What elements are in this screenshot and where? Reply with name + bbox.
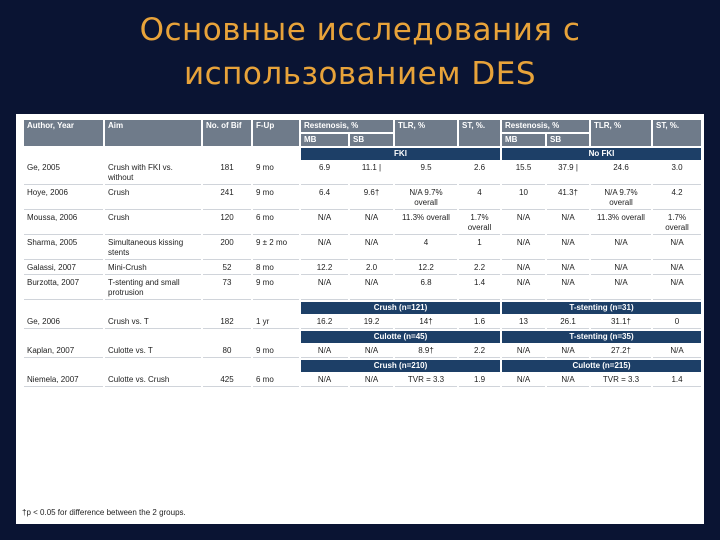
cell-tlr-no-fki: N/A xyxy=(591,262,651,275)
col-header-author: Author, Year xyxy=(24,120,103,146)
cell-st-no-fki: N/A xyxy=(653,262,701,275)
cell-mb-fki: N/A xyxy=(301,237,348,260)
cell-author: Kaplan, 2007 xyxy=(24,345,103,358)
cell-sb-fki: N/A xyxy=(350,212,393,235)
cell-mb-no-fki: N/A xyxy=(502,345,545,358)
col-header-f-up: F-Up xyxy=(253,120,299,146)
band-tstenting-31: T-stenting (n=31) xyxy=(502,302,701,314)
band-row xyxy=(24,148,701,160)
band-culotte-45: Culotte (n=45) xyxy=(301,331,500,343)
col-header-restenosis-fki: Restenosis, % xyxy=(301,120,393,132)
study-table-panel xyxy=(16,114,704,524)
band-culotte-215: Culotte (n=215) xyxy=(502,360,701,372)
col-header-st-no-fki: ST, %. xyxy=(653,120,701,146)
cell-mb-fki: 6.4 xyxy=(301,187,348,210)
cell-st-fki: 1.4 xyxy=(459,277,500,300)
col-header-sb-no-fki: SB xyxy=(547,134,589,146)
band-no-fki: No FKI xyxy=(502,148,701,160)
cell-st-no-fki: N/A xyxy=(653,277,701,300)
table-row xyxy=(24,162,701,185)
cell-sb-fki: N/A xyxy=(350,277,393,300)
cell-st-fki: 1.7% overall xyxy=(459,212,500,235)
cell-st-fki: 2.2 xyxy=(459,262,500,275)
cell-mb-fki: N/A xyxy=(301,277,348,300)
band-spacer xyxy=(24,331,299,343)
cell-tlr-no-fki: N/A xyxy=(591,277,651,300)
cell-aim: Culotte vs. T xyxy=(105,345,201,358)
cell-sb-fki: 9.6† xyxy=(350,187,393,210)
cell-sb-no-fki: 37.9 | xyxy=(547,162,589,185)
cell-bif: 425 xyxy=(203,374,251,387)
cell-author: Sharma, 2005 xyxy=(24,237,103,260)
cell-aim: Simultaneous kissing stents xyxy=(105,237,201,260)
cell-fup: 1 yr xyxy=(253,316,299,329)
cell-mb-no-fki: N/A xyxy=(502,277,545,300)
cell-fup: 6 mo xyxy=(253,212,299,235)
cell-st-no-fki: 4.2 xyxy=(653,187,701,210)
cell-aim: Crush vs. T xyxy=(105,316,201,329)
slide-title-line-1: Основные исследования с xyxy=(139,12,581,48)
cell-sb-no-fki: 26.1 xyxy=(547,316,589,329)
cell-mb-no-fki: N/A xyxy=(502,374,545,387)
table-row xyxy=(24,187,701,210)
cell-sb-fki: N/A xyxy=(350,237,393,260)
cell-aim: Crush xyxy=(105,212,201,235)
cell-author: Ge, 2005 xyxy=(24,162,103,185)
band-crush-121: Crush (n=121) xyxy=(301,302,500,314)
table-row xyxy=(24,374,701,387)
table-row xyxy=(24,262,701,275)
cell-tlr-no-fki: N/A xyxy=(591,237,651,260)
table-footnote: †p < 0.05 for difference between the 2 groups. xyxy=(22,508,186,517)
cell-author: Burzotta, 2007 xyxy=(24,277,103,300)
cell-tlr-no-fki: 31.1† xyxy=(591,316,651,329)
cell-bif: 80 xyxy=(203,345,251,358)
band-spacer xyxy=(24,302,299,314)
cell-fup: 9 mo xyxy=(253,345,299,358)
cell-sb-no-fki: N/A xyxy=(547,237,589,260)
cell-bif: 181 xyxy=(203,162,251,185)
cell-fup: 9 mo xyxy=(253,277,299,300)
cell-mb-no-fki: 10 xyxy=(502,187,545,210)
cell-author: Moussa, 2006 xyxy=(24,212,103,235)
cell-tlr-fki: N/A 9.7% overall xyxy=(395,187,457,210)
cell-sb-no-fki: N/A xyxy=(547,262,589,275)
band-row xyxy=(24,331,701,343)
cell-st-no-fki: 1.4 xyxy=(653,374,701,387)
cell-aim: Crush xyxy=(105,187,201,210)
table-row xyxy=(24,345,701,358)
cell-st-no-fki: 1.7% overall xyxy=(653,212,701,235)
cell-tlr-no-fki: 11.3% overall xyxy=(591,212,651,235)
cell-aim: Mini-Crush xyxy=(105,262,201,275)
cell-bif: 52 xyxy=(203,262,251,275)
cell-st-fki: 1.9 xyxy=(459,374,500,387)
cell-sb-fki: N/A xyxy=(350,345,393,358)
cell-mb-no-fki: N/A xyxy=(502,212,545,235)
col-header-sb-fki: SB xyxy=(350,134,393,146)
cell-author: Ge, 2006 xyxy=(24,316,103,329)
cell-mb-no-fki: 15.5 xyxy=(502,162,545,185)
cell-st-fki: 2.2 xyxy=(459,345,500,358)
cell-bif: 241 xyxy=(203,187,251,210)
cell-mb-no-fki: N/A xyxy=(502,237,545,260)
cell-st-fki: 1.6 xyxy=(459,316,500,329)
cell-author: Galassi, 2007 xyxy=(24,262,103,275)
cell-tlr-fki: 11.3% overall xyxy=(395,212,457,235)
cell-tlr-fki: 4 xyxy=(395,237,457,260)
cell-st-fki: 4 xyxy=(459,187,500,210)
cell-mb-fki: N/A xyxy=(301,345,348,358)
cell-tlr-fki: 14† xyxy=(395,316,457,329)
band-spacer xyxy=(24,360,299,372)
band-row xyxy=(24,360,701,372)
cell-author: Niemela, 2007 xyxy=(24,374,103,387)
cell-tlr-no-fki: N/A 9.7% overall xyxy=(591,187,651,210)
cell-sb-fki: 2.0 xyxy=(350,262,393,275)
cell-aim: Crush with FKI vs. without xyxy=(105,162,201,185)
cell-mb-fki: 6.9 xyxy=(301,162,348,185)
table-row xyxy=(24,316,701,329)
cell-tlr-no-fki: 24.6 xyxy=(591,162,651,185)
cell-fup: 9 ± 2 mo xyxy=(253,237,299,260)
cell-sb-no-fki: N/A xyxy=(547,212,589,235)
cell-st-no-fki: 0 xyxy=(653,316,701,329)
band-fki: FKI xyxy=(301,148,500,160)
cell-st-fki: 1 xyxy=(459,237,500,260)
col-header-restenosis-no-fki: Restenosis, % xyxy=(502,120,589,132)
col-header-mb-no-fki: MB xyxy=(502,134,545,146)
cell-st-fki: 2.6 xyxy=(459,162,500,185)
slide-title-line-2: использованием DES xyxy=(183,56,537,92)
cell-mb-fki: N/A xyxy=(301,374,348,387)
band-row xyxy=(24,302,701,314)
cell-mb-fki: 16.2 xyxy=(301,316,348,329)
table-row xyxy=(24,212,701,235)
slide-title xyxy=(0,8,720,96)
cell-author: Hoye, 2006 xyxy=(24,187,103,210)
cell-bif: 182 xyxy=(203,316,251,329)
cell-tlr-fki: 9.5 xyxy=(395,162,457,185)
cell-tlr-fki: 12.2 xyxy=(395,262,457,275)
band-tstenting-35: T-stenting (n=35) xyxy=(502,331,701,343)
col-header-no-of-bif: No. of Bif xyxy=(203,120,251,146)
cell-mb-fki: 12.2 xyxy=(301,262,348,275)
cell-mb-no-fki: 13 xyxy=(502,316,545,329)
cell-fup: 6 mo xyxy=(253,374,299,387)
cell-bif: 200 xyxy=(203,237,251,260)
cell-sb-fki: 19.2 xyxy=(350,316,393,329)
cell-st-no-fki: N/A xyxy=(653,345,701,358)
col-header-aim: Aim xyxy=(105,120,201,146)
cell-st-no-fki: N/A xyxy=(653,237,701,260)
cell-sb-no-fki: N/A xyxy=(547,374,589,387)
col-header-mb-fki: MB xyxy=(301,134,348,146)
table-row xyxy=(24,277,701,300)
cell-tlr-fki: 6.8 xyxy=(395,277,457,300)
cell-sb-no-fki: 41.3† xyxy=(547,187,589,210)
table-row xyxy=(24,237,701,260)
cell-aim: Culotte vs. Crush xyxy=(105,374,201,387)
cell-sb-no-fki: N/A xyxy=(547,345,589,358)
cell-bif: 73 xyxy=(203,277,251,300)
band-crush-210: Crush (n=210) xyxy=(301,360,500,372)
band-spacer xyxy=(24,148,299,160)
cell-mb-no-fki: N/A xyxy=(502,262,545,275)
cell-st-no-fki: 3.0 xyxy=(653,162,701,185)
cell-tlr-fki: 8.9† xyxy=(395,345,457,358)
cell-tlr-no-fki: 27.2† xyxy=(591,345,651,358)
cell-tlr-no-fki: TVR = 3.3 xyxy=(591,374,651,387)
cell-bif: 120 xyxy=(203,212,251,235)
cell-fup: 8 mo xyxy=(253,262,299,275)
cell-fup: 9 mo xyxy=(253,187,299,210)
cell-sb-fki: 11.1 | xyxy=(350,162,393,185)
cell-aim: T-stenting and small protrusion xyxy=(105,277,201,300)
cell-fup: 9 mo xyxy=(253,162,299,185)
header-row xyxy=(24,120,701,132)
cell-tlr-fki: TVR = 3.3 xyxy=(395,374,457,387)
col-header-tlr-fki: TLR, % xyxy=(395,120,457,146)
cell-mb-fki: N/A xyxy=(301,212,348,235)
col-header-st-fki: ST, %. xyxy=(459,120,500,146)
study-table xyxy=(22,118,703,389)
cell-sb-fki: N/A xyxy=(350,374,393,387)
cell-sb-no-fki: N/A xyxy=(547,277,589,300)
col-header-tlr-no-fki: TLR, % xyxy=(591,120,651,146)
